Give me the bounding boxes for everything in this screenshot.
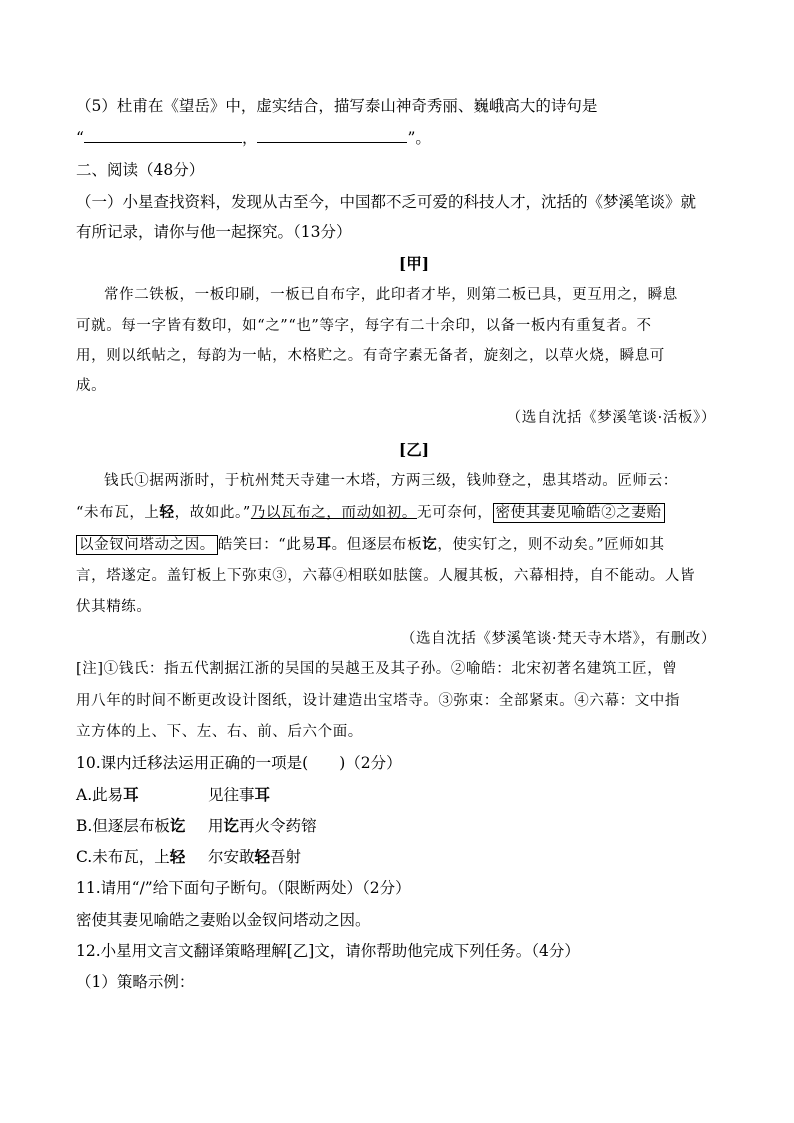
option-a-right: 见往事 <box>208 786 255 804</box>
passage-yi-line2 <box>76 503 726 523</box>
q10-option-a[interactable] <box>76 785 726 805</box>
option-c-right-bold: 轻 <box>254 847 271 866</box>
passage-yi-title: [乙] <box>398 440 430 459</box>
passage-jia-line4: 成。 <box>76 378 107 394</box>
part1-intro-line2: 有所记录，请你与他一起探究。（13分） <box>76 223 352 241</box>
q12-sub1: （1）策略示例： <box>76 973 195 991</box>
answer-blank-1[interactable] <box>84 128 242 143</box>
q5-line2 <box>76 128 726 148</box>
yi-line2-a: “未布瓦，上 <box>76 505 160 521</box>
option-a-right-bold: 耳 <box>254 785 271 804</box>
option-a-left: A.此易 <box>76 786 124 804</box>
option-c-left: C.未布瓦，上 <box>76 848 170 866</box>
yi-boxed-sentence-part2: 以金钗问塔动之因。 <box>76 535 218 555</box>
notes-line3: 立方体的上、下、左、右、前、后六个面。 <box>76 724 363 740</box>
passage-yi-source: （选自沈括《梦溪笔谈·梵天寺木塔》，有删改） <box>400 631 716 647</box>
notes-line1: [注]①钱氏：指五代割据江浙的吴国的吴越王及其子孙。②喻皓：北宋初著名建筑工匠，曾 <box>76 661 678 677</box>
yi-line3-c: ，使实钉之，则不动矣。”匠师如其 <box>437 537 665 553</box>
passage-jia-source: （选自沈括《梦溪笔谈·活板》） <box>506 410 716 426</box>
q5-close: ”。 <box>407 129 431 147</box>
option-b-right: 用 <box>208 817 224 835</box>
passage-jia-line2: 可就。每一字皆有数印，如“之”“也”等字，每字有二十余印，以备一板内有重复者。不 <box>76 318 652 334</box>
yi-bold-qing: 轻 <box>159 504 175 521</box>
yi-bold-qi: 讫 <box>422 536 438 553</box>
q10-option-b[interactable] <box>76 816 726 836</box>
section2-heading: 二、阅读（48分） <box>76 161 205 179</box>
yi-line3-a: 皓笑曰：“此易 <box>217 537 317 553</box>
passage-jia-title: [甲] <box>398 254 430 273</box>
notes-line2: 用八年的时间不断更改设计图纸，设计建造出宝塔寺。③弥束：全部紧束。④六幕：文中指 <box>76 693 680 709</box>
option-b-right-rest: 再火令药镕 <box>239 817 317 835</box>
passage-yi-line5: 伏其精练。 <box>76 599 152 615</box>
passage-jia-line1: 常作二铁板，一板印刷，一板已自布字，此印者才毕，则第二板已具，更互用之，瞬息 <box>104 287 678 303</box>
option-b-left: B.但逐层布板 <box>76 817 170 835</box>
option-b-right-bold: 讫 <box>223 816 240 835</box>
yi-underlined-sentence: 乃以瓦布之，而动如初。 <box>250 505 417 521</box>
option-a-left-bold: 耳 <box>123 785 139 804</box>
passage-yi-line1: 钱氏①据两浙时，于杭州梵天寺建一木塔，方两三级，钱帅登之，患其塔动。匠师云： <box>104 473 678 489</box>
q12-stem: 12.小星用文言文翻译策略理解[乙]文，请你帮助他完成下列任务。（4分） <box>76 942 580 960</box>
passage-yi-line3 <box>76 535 726 555</box>
q10-stem: 10.课内迁移法运用正确的一项是( )（2分） <box>76 754 402 772</box>
q5-open-quote: “ <box>76 129 84 147</box>
option-c-right-rest: 吾射 <box>270 848 302 866</box>
yi-boxed-sentence-part1: 密使其妻见喻皓②之妻贻 <box>493 503 665 523</box>
passage-jia-line3: 用，则以纸帖之，每韵为一帖，木格贮之。有奇字素无备者，旋刻之，以草火烧，瞬息可 <box>76 348 665 364</box>
yi-bold-er: 耳 <box>316 536 332 553</box>
option-b-left-bold: 讫 <box>169 816 186 835</box>
q11-stem: 11.请用“/”给下面句子断句。（限断两处）（2分） <box>76 879 411 897</box>
yi-line3-b: 。但逐层布板 <box>331 537 423 553</box>
q5-line1: （5）杜甫在《望岳》中，虚实结合，描写泰山神奇秀丽、巍峨高大的诗句是 <box>76 97 598 115</box>
q11-sentence: 密使其妻见喻皓之妻贻以金钗问塔动之因。 <box>76 911 371 929</box>
yi-line2-c: 无可奈何， <box>417 505 493 521</box>
option-c-right: 尔安敢 <box>208 848 255 866</box>
passage-yi-line4: 言，塔遂定。盖钉板上下弥束③，六幕④相联如胠箧。人履其板，六幕相持，自不能动。人皆 <box>76 568 696 584</box>
q10-option-c[interactable] <box>76 847 726 867</box>
yi-line2-b: ，故如此。” <box>174 505 251 521</box>
part1-intro-line1: （一）小星查找资料，发现从古至今，中国都不乏可爱的科技人才，沈括的《梦溪笔谈》就 <box>76 193 697 211</box>
option-c-left-bold: 轻 <box>169 847 186 866</box>
q5-comma: ， <box>241 129 258 147</box>
answer-blank-2[interactable] <box>257 128 407 143</box>
